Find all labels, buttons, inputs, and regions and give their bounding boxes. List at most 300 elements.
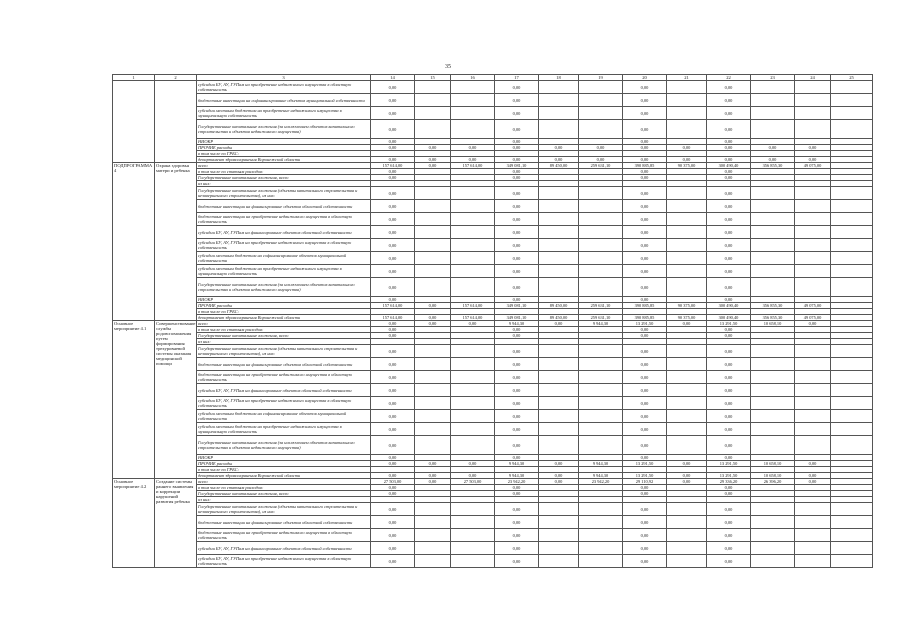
value-cell: 0,00 xyxy=(495,423,539,436)
row-label-cell: Государственные капитальные вложения (объекты капитального строительства и незавершенного строительства), из них: xyxy=(197,503,371,516)
value-cell: 0,00 xyxy=(667,321,707,327)
row-label-cell: в том числе по ГРБС: xyxy=(197,467,371,473)
value-cell xyxy=(579,529,623,542)
value-cell: 0,00 xyxy=(371,397,415,410)
value-cell: 0,00 xyxy=(495,436,539,455)
value-cell: 0,00 xyxy=(707,278,751,297)
value-cell xyxy=(751,252,795,265)
value-cell: 10 658,10 xyxy=(751,321,795,327)
value-cell xyxy=(579,397,623,410)
row-label-cell: ПРОЧИЕ расходы xyxy=(197,145,371,151)
value-cell: 0,00 xyxy=(371,473,415,479)
value-cell: 0,00 xyxy=(707,410,751,423)
value-cell: 0,00 xyxy=(495,226,539,239)
table-row xyxy=(113,423,873,436)
value-cell xyxy=(831,358,873,371)
value-cell: 90 375,00 xyxy=(667,163,707,169)
value-cell: 0,00 xyxy=(371,139,415,145)
value-cell: 0,00 xyxy=(495,485,539,491)
value-cell: 13 291,50 xyxy=(707,473,751,479)
value-cell: 0,00 xyxy=(623,485,667,491)
value-cell xyxy=(751,436,795,455)
table-row xyxy=(113,555,873,568)
value-cell xyxy=(539,397,579,410)
value-cell xyxy=(415,200,451,213)
value-cell: 0,00 xyxy=(623,187,667,200)
value-cell: 0,00 xyxy=(495,333,539,339)
value-cell: 0,00 xyxy=(415,461,451,467)
value-cell xyxy=(539,345,579,358)
value-cell xyxy=(751,213,795,226)
value-cell: 49 075,00 xyxy=(795,163,831,169)
value-cell: 0,00 xyxy=(623,436,667,455)
value-cell xyxy=(451,397,495,410)
value-cell xyxy=(667,265,707,278)
value-cell xyxy=(831,81,873,94)
value-cell xyxy=(579,226,623,239)
value-cell xyxy=(415,239,451,252)
table-row xyxy=(113,410,873,423)
value-cell: 0,00 xyxy=(495,187,539,200)
value-cell: 13 291,50 xyxy=(707,321,751,327)
value-cell: 0,00 xyxy=(707,139,751,145)
value-cell xyxy=(579,345,623,358)
value-cell: 0,00 xyxy=(667,473,707,479)
value-cell: 259 631,10 xyxy=(579,315,623,321)
value-cell: 349 081,10 xyxy=(495,315,539,321)
value-cell: 0,00 xyxy=(707,81,751,94)
value-cell xyxy=(579,371,623,384)
value-cell: 0,00 xyxy=(795,473,831,479)
section-title-cell: Совершенствование службы родовспоможения путем формирования трехуровневой системы оказания медицинской помощи xyxy=(155,321,197,479)
value-cell xyxy=(831,555,873,568)
value-cell: 0,00 xyxy=(371,555,415,568)
value-cell: 0,00 xyxy=(371,542,415,555)
value-cell xyxy=(831,94,873,107)
row-label-cell: субсидии местным бюджетам на приобретение недвижимого имущества в муниципальную собственность xyxy=(197,265,371,278)
value-cell xyxy=(539,555,579,568)
value-cell xyxy=(451,358,495,371)
budget-table xyxy=(112,74,873,568)
row-label-cell: всего xyxy=(197,321,371,327)
value-cell xyxy=(415,358,451,371)
value-cell xyxy=(579,516,623,529)
row-label-cell: НИОКР xyxy=(197,455,371,461)
value-cell xyxy=(667,200,707,213)
row-label-cell: всего xyxy=(197,479,371,485)
header-cell: 19 xyxy=(579,75,623,81)
value-cell xyxy=(795,516,831,529)
value-cell: 9 944,30 xyxy=(579,461,623,467)
value-cell: 0,00 xyxy=(623,81,667,94)
value-cell xyxy=(539,226,579,239)
row-label-cell: бюджетные инвестиции на финансирование объектов областной собственности xyxy=(197,200,371,213)
value-cell: 0,00 xyxy=(415,321,451,327)
value-cell: 9 944,30 xyxy=(495,321,539,327)
value-cell: 90 375,00 xyxy=(667,303,707,309)
value-cell xyxy=(795,345,831,358)
row-label-cell: бюджетные инвестиции на приобретение недвижимого имущества в областную собственность xyxy=(197,213,371,226)
value-cell: 49 075,00 xyxy=(795,315,831,321)
value-cell xyxy=(795,200,831,213)
value-cell xyxy=(751,239,795,252)
value-cell: 0,00 xyxy=(495,410,539,423)
value-cell: 0,00 xyxy=(707,503,751,516)
value-cell xyxy=(831,436,873,455)
value-cell xyxy=(451,187,495,200)
value-cell: 0,00 xyxy=(667,145,707,151)
row-label-cell: из них: xyxy=(197,181,371,187)
value-cell: 0,00 xyxy=(707,491,751,497)
value-cell: 0,00 xyxy=(495,265,539,278)
value-cell: 0,00 xyxy=(623,278,667,297)
value-cell: 0,00 xyxy=(495,169,539,175)
value-cell xyxy=(579,239,623,252)
value-cell: 390 885,85 xyxy=(623,303,667,309)
value-cell: 0,00 xyxy=(495,542,539,555)
header-cell: 3 xyxy=(197,75,371,81)
value-cell: 0,00 xyxy=(495,345,539,358)
value-cell xyxy=(579,555,623,568)
value-cell xyxy=(795,397,831,410)
row-label-cell: Государственные капитальные вложения (за исключением объектов капитального строительства и объектов недвижимого имущества) xyxy=(197,278,371,297)
value-cell xyxy=(751,278,795,297)
value-cell xyxy=(831,265,873,278)
table-row xyxy=(113,187,873,200)
row-label-cell: НИОКР xyxy=(197,297,371,303)
value-cell xyxy=(751,187,795,200)
row-label-cell: ПРОЧИЕ расходы xyxy=(197,303,371,309)
value-cell xyxy=(451,213,495,226)
value-cell xyxy=(831,278,873,297)
value-cell xyxy=(831,239,873,252)
value-cell: 0,00 xyxy=(371,516,415,529)
section-code-cell: Основное мероприятие 4.1 xyxy=(113,321,155,479)
table-row xyxy=(113,516,873,529)
value-cell xyxy=(667,371,707,384)
table-row xyxy=(113,94,873,107)
value-cell: 0,00 xyxy=(371,200,415,213)
value-cell: 157 614,00 xyxy=(451,163,495,169)
value-cell xyxy=(415,278,451,297)
budget-table-container xyxy=(112,74,854,568)
table-row xyxy=(113,226,873,239)
value-cell: 0,00 xyxy=(623,503,667,516)
value-cell: 0,00 xyxy=(495,120,539,139)
value-cell: 0,00 xyxy=(371,213,415,226)
value-cell xyxy=(415,529,451,542)
value-cell xyxy=(539,94,579,107)
value-cell: 0,00 xyxy=(623,226,667,239)
value-cell xyxy=(415,187,451,200)
value-cell: 0,00 xyxy=(371,503,415,516)
value-cell xyxy=(751,107,795,120)
table-row xyxy=(113,503,873,516)
value-cell: 0,00 xyxy=(707,265,751,278)
value-cell xyxy=(667,107,707,120)
value-cell xyxy=(667,516,707,529)
value-cell xyxy=(451,423,495,436)
value-cell: 0,00 xyxy=(623,265,667,278)
value-cell xyxy=(415,516,451,529)
value-cell xyxy=(667,278,707,297)
value-cell: 0,00 xyxy=(495,175,539,181)
value-cell: 23 942,20 xyxy=(579,479,623,485)
value-cell: 0,00 xyxy=(495,371,539,384)
value-cell xyxy=(667,529,707,542)
value-cell: 0,00 xyxy=(415,479,451,485)
value-cell xyxy=(579,200,623,213)
value-cell xyxy=(751,120,795,139)
value-cell xyxy=(795,278,831,297)
value-cell: 0,00 xyxy=(415,473,451,479)
table-row xyxy=(113,278,873,297)
value-cell xyxy=(539,187,579,200)
table-row xyxy=(113,345,873,358)
value-cell: 0,00 xyxy=(371,169,415,175)
value-cell xyxy=(415,503,451,516)
value-cell: 0,00 xyxy=(667,479,707,485)
row-label-cell: субсидии местным бюджетам на приобретение недвижимого имущества в муниципальную собственность xyxy=(197,107,371,120)
value-cell xyxy=(579,410,623,423)
value-cell: 0,00 xyxy=(495,491,539,497)
value-cell xyxy=(539,213,579,226)
value-cell: 356 855,30 xyxy=(751,315,795,321)
value-cell xyxy=(539,384,579,397)
value-cell: 9 944,30 xyxy=(495,461,539,467)
value-cell xyxy=(751,345,795,358)
value-cell: 0,00 xyxy=(623,169,667,175)
value-cell: 0,00 xyxy=(707,200,751,213)
value-cell: 0,00 xyxy=(495,455,539,461)
value-cell xyxy=(751,265,795,278)
value-cell: 0,00 xyxy=(623,371,667,384)
value-cell: 0,00 xyxy=(623,145,667,151)
value-cell: 27 503,00 xyxy=(371,479,415,485)
value-cell xyxy=(795,358,831,371)
table-row xyxy=(113,81,873,94)
value-cell xyxy=(667,120,707,139)
value-cell: 0,00 xyxy=(707,516,751,529)
row-label-cell: субсидии БУ, АУ, ГУПам на финансирование объектов областной собственности xyxy=(197,226,371,239)
value-cell: 356 855,30 xyxy=(751,163,795,169)
value-cell: 0,00 xyxy=(707,175,751,181)
value-cell: 0,00 xyxy=(795,321,831,327)
row-label-cell: субсидии БУ, АУ, ГУПам на приобретение недвижимого имущества в областную собственность xyxy=(197,81,371,94)
value-cell xyxy=(451,278,495,297)
value-cell: 0,00 xyxy=(623,397,667,410)
value-cell: 10 658,10 xyxy=(751,473,795,479)
row-label-cell: субсидии БУ, АУ, ГУПам на приобретение недвижимого имущества в областную собственность xyxy=(197,397,371,410)
table-row xyxy=(113,239,873,252)
section-title-cell xyxy=(155,81,197,163)
value-cell xyxy=(667,397,707,410)
value-cell: 0,00 xyxy=(579,157,623,163)
value-cell: 0,00 xyxy=(623,423,667,436)
value-cell xyxy=(451,265,495,278)
value-cell: 0,00 xyxy=(371,187,415,200)
value-cell: 0,00 xyxy=(751,157,795,163)
value-cell xyxy=(451,516,495,529)
value-cell: 0,00 xyxy=(539,157,579,163)
value-cell: 0,00 xyxy=(623,157,667,163)
value-cell xyxy=(795,371,831,384)
value-cell xyxy=(831,542,873,555)
value-cell: 0,00 xyxy=(579,145,623,151)
value-cell xyxy=(451,542,495,555)
value-cell: 0,00 xyxy=(623,239,667,252)
value-cell xyxy=(667,94,707,107)
value-cell: 0,00 xyxy=(371,265,415,278)
value-cell: 0,00 xyxy=(707,213,751,226)
value-cell xyxy=(795,384,831,397)
value-cell xyxy=(451,555,495,568)
value-cell: 0,00 xyxy=(707,345,751,358)
value-cell: 0,00 xyxy=(623,516,667,529)
value-cell: 0,00 xyxy=(495,516,539,529)
value-cell: 0,00 xyxy=(707,529,751,542)
value-cell xyxy=(751,423,795,436)
value-cell: 0,00 xyxy=(371,278,415,297)
value-cell: 0,00 xyxy=(623,94,667,107)
row-label-cell: всего xyxy=(197,163,371,169)
value-cell: 0,00 xyxy=(707,384,751,397)
value-cell xyxy=(451,239,495,252)
value-cell: 157 614,00 xyxy=(371,163,415,169)
header-cell: 23 xyxy=(751,75,795,81)
row-label-cell: департамент здравоохранения Воронежской области xyxy=(197,473,371,479)
value-cell: 0,00 xyxy=(451,473,495,479)
header-cell: 21 xyxy=(667,75,707,81)
value-cell: 13 291,50 xyxy=(623,321,667,327)
row-label-cell: в том числе по ГРБС: xyxy=(197,309,371,315)
value-cell xyxy=(415,120,451,139)
value-cell: 0,00 xyxy=(371,455,415,461)
value-cell xyxy=(579,107,623,120)
value-cell xyxy=(751,94,795,107)
value-cell: 0,00 xyxy=(371,384,415,397)
value-cell xyxy=(579,358,623,371)
value-cell xyxy=(539,516,579,529)
value-cell xyxy=(751,226,795,239)
value-cell xyxy=(667,358,707,371)
value-cell xyxy=(831,503,873,516)
value-cell xyxy=(579,213,623,226)
value-cell: 0,00 xyxy=(451,145,495,151)
value-cell: 0,00 xyxy=(707,327,751,333)
value-cell: 259 631,10 xyxy=(579,303,623,309)
value-cell: 29 336,20 xyxy=(707,479,751,485)
value-cell: 0,00 xyxy=(539,145,579,151)
value-cell xyxy=(667,226,707,239)
value-cell xyxy=(539,436,579,455)
value-cell xyxy=(751,200,795,213)
value-cell xyxy=(751,555,795,568)
table-row xyxy=(113,358,873,371)
value-cell: 0,00 xyxy=(795,157,831,163)
value-cell: 0,00 xyxy=(707,358,751,371)
value-cell xyxy=(667,239,707,252)
value-cell: 0,00 xyxy=(707,371,751,384)
value-cell: 9 944,30 xyxy=(495,473,539,479)
value-cell: 0,00 xyxy=(795,479,831,485)
value-cell xyxy=(751,503,795,516)
value-cell: 0,00 xyxy=(415,315,451,321)
value-cell xyxy=(795,213,831,226)
value-cell xyxy=(539,503,579,516)
value-cell: 390 885,85 xyxy=(623,163,667,169)
row-label-cell: в том числе по ГРБС: xyxy=(197,151,371,157)
value-cell: 0,00 xyxy=(707,397,751,410)
row-label-cell: в том числе по статьям расходов: xyxy=(197,485,371,491)
value-cell: 13 291,50 xyxy=(623,473,667,479)
value-cell: 0,00 xyxy=(451,157,495,163)
value-cell: 157 614,00 xyxy=(371,315,415,321)
row-label-cell: субсидии БУ, АУ, ГУПам на финансирование объектов областной собственности xyxy=(197,384,371,397)
table-row xyxy=(113,120,873,139)
value-cell: 0,00 xyxy=(539,479,579,485)
row-label-cell: субсидии БУ, АУ, ГУПам на приобретение недвижимого имущества в областную собственность xyxy=(197,555,371,568)
value-cell: 0,00 xyxy=(623,358,667,371)
value-cell: 0,00 xyxy=(623,252,667,265)
value-cell xyxy=(451,107,495,120)
value-cell xyxy=(539,278,579,297)
value-cell xyxy=(451,384,495,397)
value-cell: 0,00 xyxy=(707,436,751,455)
value-cell xyxy=(539,81,579,94)
value-cell xyxy=(415,555,451,568)
row-label-cell: бюджетные инвестиции на приобретение недвижимого имущества в областную собственность xyxy=(197,371,371,384)
value-cell: 0,00 xyxy=(707,107,751,120)
value-cell: 0,00 xyxy=(371,333,415,339)
header-cell: 25 xyxy=(831,75,873,81)
value-cell xyxy=(795,423,831,436)
value-cell: 0,00 xyxy=(371,321,415,327)
value-cell xyxy=(751,542,795,555)
value-cell xyxy=(795,107,831,120)
table-row xyxy=(113,107,873,120)
header-cell: 2 xyxy=(155,75,197,81)
value-cell xyxy=(539,371,579,384)
value-cell: 0,00 xyxy=(795,461,831,467)
header-cell: 18 xyxy=(539,75,579,81)
value-cell: 0,00 xyxy=(707,485,751,491)
value-cell: 0,00 xyxy=(623,555,667,568)
value-cell: 0,00 xyxy=(495,239,539,252)
value-cell xyxy=(667,503,707,516)
value-cell xyxy=(751,371,795,384)
value-cell: 0,00 xyxy=(751,145,795,151)
value-cell: 0,00 xyxy=(371,145,415,151)
value-cell: 0,00 xyxy=(667,157,707,163)
value-cell: 349 081,10 xyxy=(495,163,539,169)
value-cell xyxy=(415,436,451,455)
value-cell xyxy=(751,384,795,397)
section-title-cell: Создание системы раннего выявления и коррекции нарушений развития ребенка xyxy=(155,479,197,568)
value-cell: 0,00 xyxy=(371,226,415,239)
value-cell xyxy=(795,529,831,542)
value-cell: 0,00 xyxy=(371,423,415,436)
value-cell: 9 944,30 xyxy=(579,321,623,327)
value-cell: 0,00 xyxy=(707,157,751,163)
row-label-cell: Государственные капитальные вложения, всего xyxy=(197,175,371,181)
row-label-cell: бюджетные инвестиции на софинансирование объектов муниципальной собственности xyxy=(197,94,371,107)
value-cell: 0,00 xyxy=(623,529,667,542)
value-cell: 0,00 xyxy=(623,120,667,139)
value-cell xyxy=(795,120,831,139)
value-cell: 0,00 xyxy=(707,187,751,200)
value-cell: 0,00 xyxy=(371,81,415,94)
